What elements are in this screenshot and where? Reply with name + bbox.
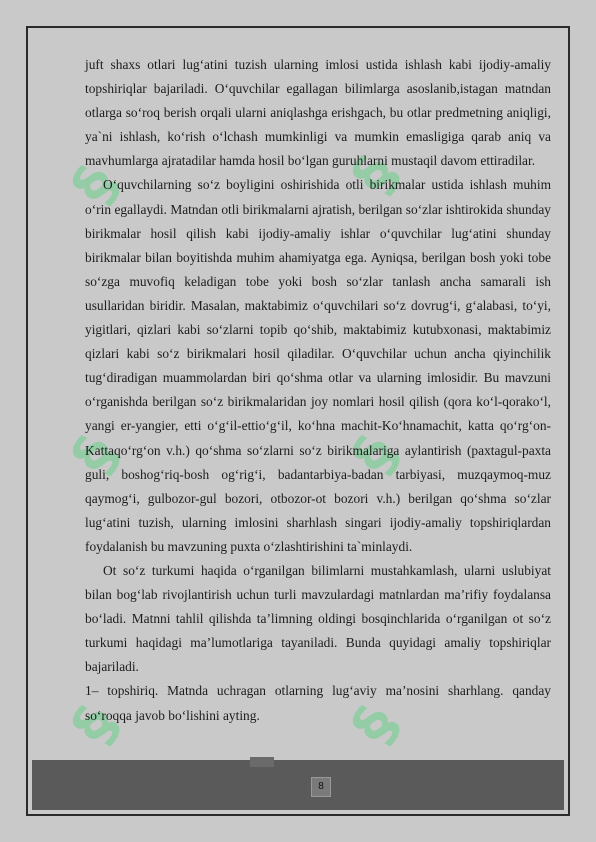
watermark-logo: § [58,693,133,755]
watermark-logo: § [58,153,133,215]
page-number: 8 [311,777,331,797]
watermark-logo: § [338,143,413,205]
footer-tab [250,757,274,767]
document-body [85,53,551,728]
watermark-logo: § [58,423,133,485]
paragraph-2: O‘quvchilarning so‘z boyligini oshirishida otli birikmalar ustida ishlash muhim o‘rin egallaydi. Matndan otli birikmalarni ajratish, berilgan so‘zlar ishtirokida shunday birikmalar hosil qilish kabi ijodiy-amaliy ishlar o‘quvchilar lug‘atini shunday birikmalar bilan boyitishda muhim ahamiyatga ega. Ayniqsa, berilgan bosh yoki tobe so‘zga muvofiq keladigan tobe yoki bosh so‘zlar tanlash ancha samarali ish usullaridan biridir. Masalan, maktabimiz o‘quvchilari so‘z dovrug‘i, g‘alabasi, to‘yi, yigitlari, qizlari kabi so‘zlarni topib qo‘shib, maktabimiz kutubxonasi, maktabimiz qizlari kabi so‘z birikmalari hosil qiladilar. O‘quvchilar uchun ancha qiyinchilik tug‘diradigan muammolardan biri qo‘shma otlar va ularning imlosidir. Bu mavzuni o‘rganishda berilgan so‘z birikmalaridan joy nomlari hosil qilish (qora ko‘l-qorako‘l, yangi er-yangier, etti o‘g‘il-ettio‘g‘il, ko‘hna machit-Ko‘hnamachit, katta qo‘rg‘on-Kattaqo‘rg‘on v.h.) qo‘shma so‘zlarni so‘z birikmalariga aylantirish (paxtagul-paxta guli, boshog‘riq-bosh og‘rig‘i, badantarbiya-badan tarbiyasi, muzqaymoq-muz qaymog‘i, gulbozor-gul bozori, otbozor-ot bozori v.h.) berilgan qo‘shma so‘zlar lug‘atini tuzish, ularning imlosini sharhlash singari ijodiy-amaliy topshiriqlardan foydalanish bu mavzuning puxta o‘zlashtirishini ta`minlaydi. [85,177,551,554]
paragraph-1: juft shaxs otlari lug‘atini tuzish ularning imlosi ustida ishlash kabi ijodiy-amaliy topshiriqlar bajariladi. O‘quvchilar egallagan bilimlarga asoslanib,istagan matndan otlarga so‘roq berish orqali ularni aniqlashga erishgach, bu otlar predmetning aniqligi, ya`ni ishlash, ko‘rish o‘lchash mumkinligi va mumkin emasligiga qarab aniq va mavhumlarga ajratadilar hamda hosil bo‘lgan guruhlarni mustaqil davom ettiradilar. [85,57,551,169]
footer-bar [32,760,564,810]
watermark-logo: § [338,693,413,755]
paragraph-4: 1– topshiriq. Matnda uchragan otlarning lug‘aviy ma’nosini sharhlang. qanday so‘roqqa javob bo‘lishini ayting. [85,683,551,723]
watermark-logo: § [338,423,413,485]
paragraph-3: Ot so‘z turkumi haqida o‘rganilgan bilimlarni mustahkamlash, ularni uslubiyat bilan bog‘lab rivojlantirish uchun turli mavzulardagi matnlardan ma’rifiy foydalansa bo‘ladi. Matnni tahlil qilishda ta’limning oldingi bosqinchlarida o‘rganilgan ot so‘z turkumi haqidagi ma’lumotlariga tayaniladi. Bunda quyidagi amaliy topshiriqlar bajariladi. [85,562,551,675]
